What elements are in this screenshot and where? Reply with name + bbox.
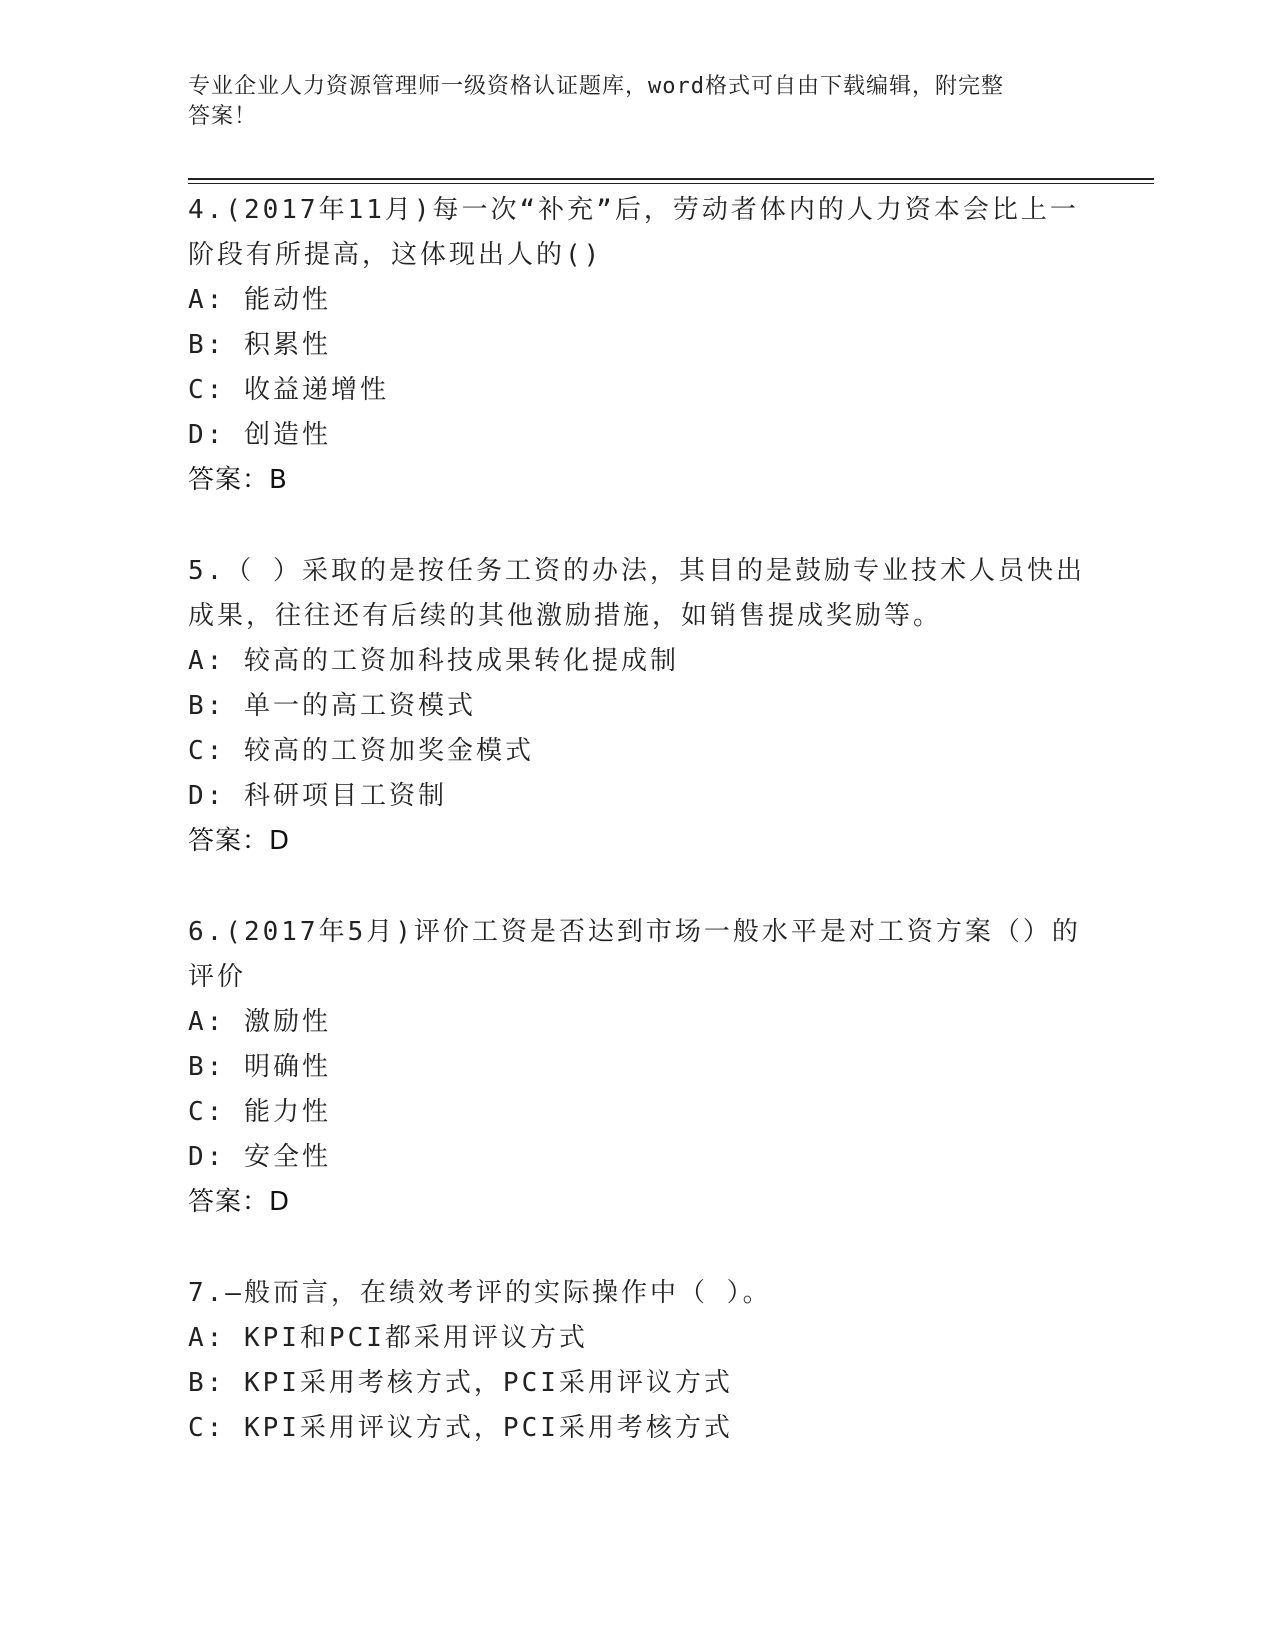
answer-line: 答案：D bbox=[188, 1187, 291, 1217]
option-a: A: KPI和PCI都采用评议方式 bbox=[188, 1323, 588, 1353]
header-divider-thin bbox=[188, 183, 1154, 184]
answer-line: 答案：D bbox=[188, 826, 291, 856]
question-stem: 4.(2017年11月)每一次“补充”后，劳动者体内的人力资本会比上一阶段有所提高，这体现出人的() bbox=[188, 195, 1079, 270]
option-d: D: 科研项目工资制 bbox=[188, 781, 447, 811]
option-b: B: 积累性 bbox=[188, 330, 331, 360]
option-b: B: 明确性 bbox=[188, 1052, 331, 1082]
option-c: C: 收益递增性 bbox=[188, 375, 389, 405]
option-c: C: KPI采用评议方式，PCI采用考核方式 bbox=[188, 1413, 733, 1443]
question-4 bbox=[188, 188, 1088, 503]
question-stem: 6.(2017年5月)评价工资是否达到市场一般水平是对工资方案（）的评价 bbox=[188, 917, 1081, 992]
option-c: C: 能力性 bbox=[188, 1097, 331, 1127]
answer-line: 答案：B bbox=[188, 465, 288, 495]
header-line-2: 答案！ bbox=[188, 104, 258, 129]
option-b: B: KPI采用考核方式，PCI采用评议方式 bbox=[188, 1368, 733, 1398]
question-5 bbox=[188, 549, 1088, 864]
option-d: D: 安全性 bbox=[188, 1142, 331, 1172]
question-7 bbox=[188, 1271, 1088, 1451]
header-divider-thick bbox=[188, 178, 1154, 180]
option-d: D: 创造性 bbox=[188, 420, 331, 450]
option-b: B: 单一的高工资模式 bbox=[188, 691, 476, 721]
option-a: A: 能动性 bbox=[188, 285, 331, 315]
option-a: A: 激励性 bbox=[188, 1007, 331, 1037]
question-stem: 5.（ ）采取的是按任务工资的办法，其目的是鼓励专业技术人员快出成果，往往还有后续的其他激励措施，如销售提成奖励等。 bbox=[188, 556, 1085, 631]
document-header bbox=[188, 72, 1068, 132]
question-6 bbox=[188, 910, 1088, 1225]
header-line-1: 专业企业人力资源管理师一级资格认证题库，word格式可自由下载编辑，附完整 bbox=[188, 74, 1004, 99]
option-a: A: 较高的工资加科技成果转化提成制 bbox=[188, 646, 679, 676]
question-list bbox=[188, 188, 1088, 1497]
question-stem: 7.—般而言，在绩效考评的实际操作中（ ）。 bbox=[188, 1278, 772, 1308]
option-c: C: 较高的工资加奖金模式 bbox=[188, 736, 534, 766]
